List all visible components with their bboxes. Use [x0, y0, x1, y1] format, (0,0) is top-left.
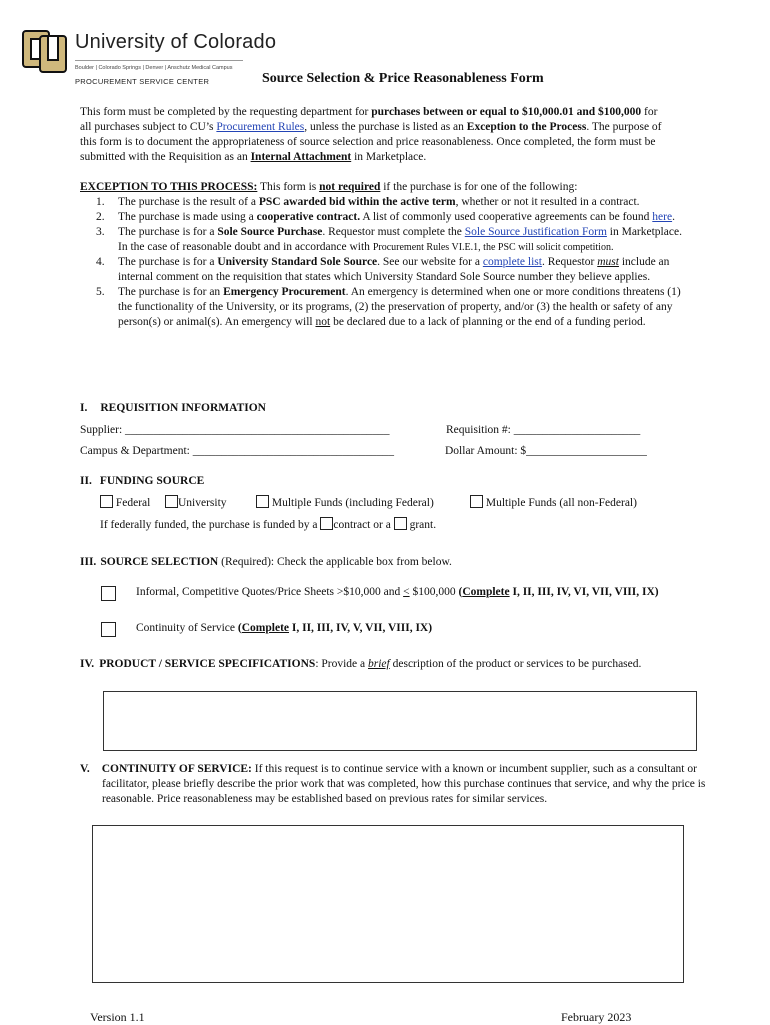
- continuity-of-service-textbox[interactable]: [92, 825, 684, 983]
- exception-must: must: [597, 256, 619, 268]
- grant-checkbox[interactable]: [394, 517, 407, 530]
- contract-checkbox[interactable]: [320, 517, 333, 530]
- intro-text-5: in Marketplace.: [351, 151, 427, 163]
- section-1-title: REQUISITION INFORMATION: [100, 402, 266, 414]
- section-1-number: I.: [80, 402, 88, 414]
- exception-item-text: The purchase is for a: [118, 226, 218, 238]
- continuity-complete: Complete: [241, 622, 289, 634]
- section-3-number: III.: [80, 556, 97, 568]
- exception-item-number: 1.: [96, 196, 105, 208]
- section-2-title: FUNDING SOURCE: [99, 475, 205, 487]
- exception-not: not: [315, 316, 331, 328]
- section-4-heading: [80, 657, 692, 672]
- continuity-checkbox[interactable]: [101, 622, 116, 637]
- exception-item-text: include an internal comment on the requisition that states which University Standard Sole Source number they believe applies.: [118, 256, 670, 283]
- university-label: University: [178, 497, 227, 509]
- exception-item-bold: Sole Source Purchase: [217, 226, 323, 238]
- grant-label: grant.: [409, 519, 437, 531]
- continuity-option: [136, 621, 432, 636]
- form-title: Source Selection & Price Reasonableness Form: [262, 71, 544, 86]
- funding-university-option[interactable]: [165, 495, 227, 511]
- section-4-text: : Provide a: [315, 658, 369, 670]
- federal-checkbox[interactable]: [100, 495, 113, 508]
- cu-logo-icon: [22, 28, 67, 73]
- exception-item-number: 2.: [96, 211, 105, 223]
- continuity-text: Continuity of Service: [136, 622, 238, 634]
- exception-item-text: . See our website for a: [377, 256, 483, 268]
- informal-quotes-complete: Complete: [462, 586, 510, 598]
- funding-multiple-federal-option[interactable]: [256, 495, 434, 511]
- section-3-instruction: (Required): Check the applicable box from below.: [218, 556, 452, 568]
- intro-paragraph: [80, 105, 670, 165]
- exception-text-1: This form is: [257, 181, 320, 193]
- exception-item-bold: University Standard Sole Source: [217, 256, 378, 268]
- section-5-heading: [80, 762, 714, 807]
- informal-quotes-text-2: $100,000: [409, 586, 459, 598]
- section-4-brief: brief: [368, 658, 390, 670]
- federal-funding-text: If federally funded, the purchase is funded by a: [100, 519, 318, 531]
- exception-item: [80, 195, 692, 210]
- exception-item-bold: PSC awarded bid within the active term: [258, 196, 456, 208]
- federal-funding-type-line: [100, 517, 436, 533]
- exception-section: [80, 180, 692, 330]
- exception-item-text: The purchase is the result of a: [118, 196, 259, 208]
- exception-not-required: not required: [319, 181, 381, 193]
- informal-quotes-paren: (: [458, 586, 463, 598]
- section-3-title: SOURCE SELECTION: [100, 556, 219, 568]
- section-4-text-2: description of the product or services to be purchased.: [389, 658, 642, 670]
- section-5-title: CONTINUITY OF SERVICE:: [101, 763, 252, 775]
- intro-internal-attachment: Internal Attachment: [250, 151, 352, 163]
- exception-item: [80, 285, 692, 330]
- dollar-amount-field[interactable]: Dollar Amount: $_____________________: [445, 445, 647, 457]
- campus-department-field[interactable]: Campus & Department: ___________________________________: [80, 445, 394, 457]
- university-checkbox[interactable]: [165, 495, 178, 508]
- exception-item-text: , whether or not it resulted in a contract.: [455, 196, 640, 208]
- logo-psc: PROCUREMENT SERVICE CENTER: [75, 77, 210, 86]
- exception-item-text: . Requestor: [541, 256, 598, 268]
- informal-quotes-text: Informal, Competitive Quotes/Price Sheets >$10,000 and: [136, 586, 404, 598]
- exception-item-text: The purchase is for a: [118, 256, 218, 268]
- exception-item-text: The purchase is for an: [118, 286, 224, 298]
- complete-list-link[interactable]: complete list: [482, 256, 542, 268]
- section-1-heading: [80, 401, 266, 416]
- multiple-nonfederal-label: Multiple Funds (all non-Federal): [485, 497, 637, 509]
- section-2-number: II.: [80, 475, 92, 487]
- exception-item-text: be declared due to a lack of planning or the end of a funding period.: [330, 316, 646, 328]
- informal-quotes-checkbox[interactable]: [101, 586, 116, 601]
- exception-item-bold: Emergency Procurement: [223, 286, 346, 298]
- section-4-number: IV.: [80, 658, 95, 670]
- exception-item-text: in Marketplace. In the case of reasonable doubt and in accordance with: [118, 226, 682, 253]
- exception-item-bold: cooperative contract.: [256, 211, 361, 223]
- exception-heading: EXCEPTION TO THIS PROCESS:: [80, 181, 258, 193]
- section-5-text: If this request is to continue service with a known or incumbent supplier, such as a consultant or facilitator, please briefly describe the prior work that was completed, how this purchase continues that service, and why the price is reasonable. Price reasonableness may be established based on previous rates for similar services.: [102, 763, 706, 805]
- informal-quotes-option: [136, 585, 696, 600]
- funding-federal-option[interactable]: [100, 495, 150, 511]
- exception-intro: [80, 180, 692, 195]
- section-4-title: PRODUCT / SERVICE SPECIFICATIONS: [99, 658, 316, 670]
- exception-item-text: A list of commonly used cooperative agreements can be found: [360, 211, 653, 223]
- cu-logo: [22, 28, 67, 73]
- intro-text-4: . The purpose of this form is to document the appropriateness of source selection and price reasonableness. Once completed, the form must be submitted with the Requisition as an: [80, 121, 662, 163]
- exception-item-number: 3.: [96, 226, 105, 238]
- section-5-number: V.: [80, 763, 90, 775]
- multiple-federal-label: Multiple Funds (including Federal): [271, 497, 434, 509]
- continuity-sections: I, II, III, IV, V, VII, VIII, IX): [289, 622, 433, 634]
- logo-campuses: Boulder | Colorado Springs | Denver | Anschutz Medical Campus: [75, 65, 233, 71]
- intro-text-2: for all purchases subject to CU’s: [80, 106, 658, 133]
- exception-item: [80, 210, 692, 225]
- continuity-paren: (: [237, 622, 242, 634]
- footer-version: Version 1.1: [90, 1010, 145, 1024]
- procurement-rules-link[interactable]: Procurement Rules: [216, 121, 305, 133]
- exception-item-text: . Requestor must complete the: [322, 226, 465, 238]
- intro-text-1: This form must be completed by the requesting department for: [80, 106, 372, 118]
- product-specifications-textbox[interactable]: [103, 691, 697, 751]
- exception-item-text: .: [672, 211, 675, 223]
- multiple-federal-checkbox[interactable]: [256, 495, 269, 508]
- exception-item-text: The purchase is made using a: [118, 211, 257, 223]
- federal-label: Federal: [115, 497, 151, 509]
- section-3-heading: [80, 555, 452, 570]
- multiple-nonfederal-checkbox[interactable]: [470, 495, 483, 508]
- section-2-heading: [80, 474, 204, 489]
- logo-university-name: University of Colorado: [75, 31, 277, 53]
- supplier-field[interactable]: Supplier: ______________________________________________: [80, 424, 390, 436]
- exception-item: [80, 225, 692, 255]
- exception-item: [80, 255, 692, 285]
- sole-source-justification-link[interactable]: Sole Source Justification Form: [464, 226, 607, 238]
- informal-quotes-sections: I, II, III, IV, VI, VII, VIII, IX): [509, 586, 659, 598]
- intro-bold-exception: Exception to the Process: [466, 121, 587, 133]
- exception-item-small-text: Procurement Rules VI.E.1, the PSC will solicit competition.: [372, 242, 614, 253]
- exception-text-2: if the purchase is for one of the following:: [380, 181, 578, 193]
- exception-item-number: 5.: [96, 286, 105, 298]
- informal-quotes-lte: <: [403, 586, 410, 598]
- here-link[interactable]: here: [652, 211, 673, 223]
- funding-multiple-nonfederal-option[interactable]: [470, 495, 637, 511]
- exception-item-number: 4.: [96, 256, 105, 268]
- exception-item-text: . An emergency is determined when one or more conditions threatens (1) the functionality of the University, or its programs, (2) the preservation of property, and/or (3) the health or safety of any person(s) or animal(s). An emergency will: [118, 286, 681, 328]
- intro-text-3: , unless the purchase is listed as an: [304, 121, 467, 133]
- footer-date: February 2023: [561, 1010, 632, 1024]
- requisition-number-field[interactable]: Requisition #: ______________________: [446, 424, 641, 436]
- contract-label: contract or a: [333, 519, 391, 531]
- intro-bold-purchases: purchases between or equal to $10,000.01 and $100,000: [371, 106, 642, 118]
